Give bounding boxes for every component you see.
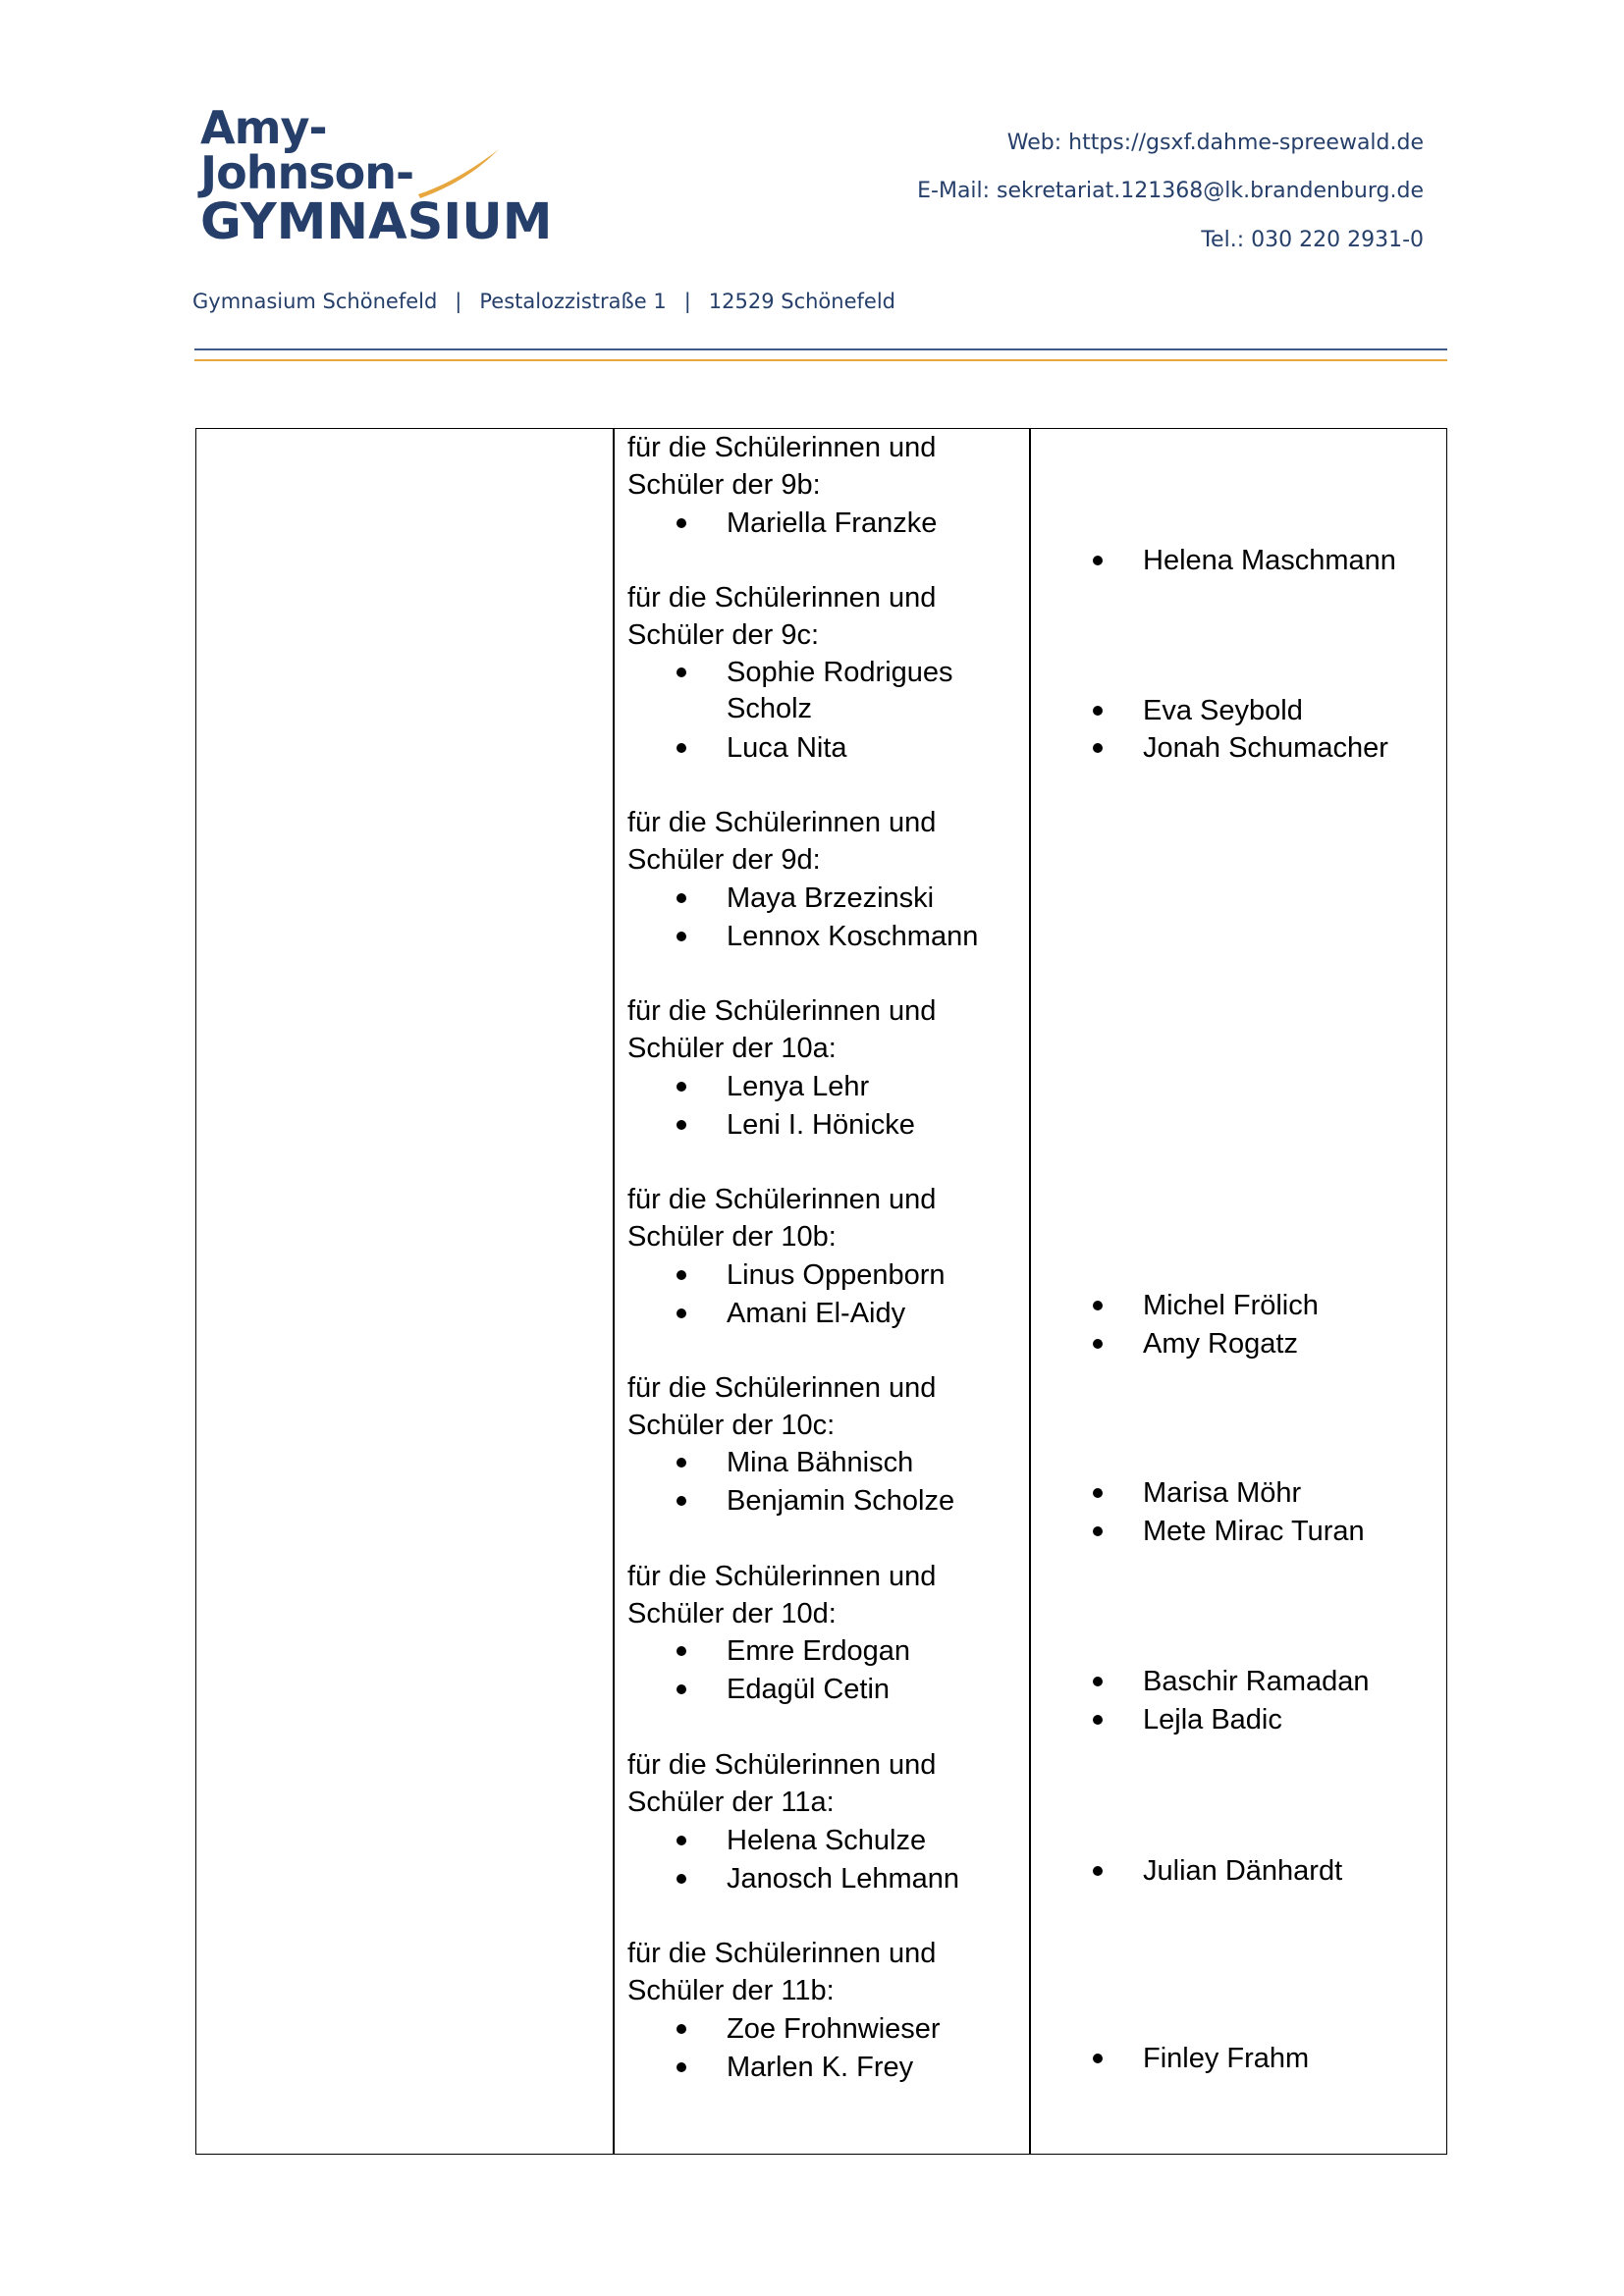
list-item: Emre Erdogan	[727, 1635, 910, 1667]
bullet-icon	[677, 893, 686, 903]
group-heading: Schüler der 9d:	[627, 844, 821, 876]
logo-swoosh-icon	[416, 147, 501, 200]
school-logo	[200, 102, 554, 249]
list-item: Amani El-Aidy	[727, 1298, 906, 1329]
list-item: Mariella Franzke	[727, 507, 938, 539]
bullet-icon	[677, 1082, 686, 1092]
list-item: Leni I. Hönicke	[727, 1109, 915, 1141]
group-heading: Schüler der 11a:	[627, 1787, 835, 1818]
list-item: Mina Bähnisch	[727, 1447, 914, 1478]
list-item: Mete Mirac Turan	[1143, 1516, 1365, 1547]
list-item: Linus Oppenborn	[727, 1259, 946, 1291]
group-heading: für die Schülerinnen und	[627, 807, 937, 838]
list-item: Sophie Rodrigues	[727, 657, 953, 688]
header-divider-orange	[194, 359, 1447, 361]
list-item: Finley Frahm	[1143, 2043, 1310, 2074]
address-school: Gymnasium Schönefeld	[192, 290, 438, 313]
contact-email: E-Mail: sekretariat.121368@lk.brandenburg.de	[917, 179, 1424, 203]
group-heading: für die Schülerinnen und	[627, 1561, 937, 1592]
list-item: Edagül Cetin	[727, 1674, 891, 1705]
group-heading: Schüler der 10c:	[627, 1410, 836, 1441]
bullet-icon	[677, 1684, 686, 1694]
group-heading: Schüler der 10d:	[627, 1598, 837, 1629]
bullet-icon	[677, 1458, 686, 1468]
bullet-icon	[677, 1308, 686, 1318]
bullet-icon	[1093, 1526, 1103, 1536]
list-item: Benjamin Scholze	[727, 1485, 955, 1517]
bullet-icon	[1093, 743, 1103, 753]
column-divider	[1029, 429, 1031, 2154]
list-item: Baschir Ramadan	[1143, 1666, 1370, 1697]
list-item: Janosch Lehmann	[727, 1863, 959, 1895]
list-item: Lenya Lehr	[727, 1071, 870, 1102]
logo-text-line1: Amy-	[200, 101, 327, 154]
bullet-icon	[1093, 1715, 1103, 1725]
address-street: Pestalozzistraße 1	[479, 290, 667, 313]
bullet-icon	[1093, 1301, 1103, 1310]
bullet-icon	[677, 667, 686, 677]
column-divider	[613, 429, 615, 2154]
bullet-icon	[1093, 706, 1103, 716]
bullet-icon	[677, 1496, 686, 1506]
list-item: Lejla Badic	[1143, 1704, 1282, 1735]
list-item: Zoe Frohnwieser	[727, 2013, 941, 2045]
bullet-icon	[677, 1646, 686, 1656]
bullet-icon	[1093, 1339, 1103, 1349]
logo-text-line3: GYMNASIUM	[200, 193, 553, 251]
group-heading: für die Schülerinnen und	[627, 582, 937, 614]
group-heading: Schüler der 10a:	[627, 1033, 837, 1064]
bullet-icon	[677, 2062, 686, 2072]
group-heading: für die Schülerinnen und	[627, 432, 937, 463]
contact-phone: Tel.: 030 220 2931-0	[1201, 228, 1424, 252]
list-item: Marisa Möhr	[1143, 1477, 1302, 1509]
group-heading: für die Schülerinnen und	[627, 1938, 937, 1969]
bullet-icon	[677, 1836, 686, 1845]
bullet-icon	[1093, 1488, 1103, 1498]
list-item: Julian Dänhardt	[1143, 1855, 1343, 1887]
group-heading: Schüler der 9c:	[627, 619, 820, 651]
list-item: Helena Maschmann	[1143, 545, 1396, 576]
bullet-icon	[677, 743, 686, 753]
bullet-icon	[1093, 1866, 1103, 1876]
bullet-icon	[677, 932, 686, 941]
list-item: Amy Rogatz	[1143, 1328, 1298, 1360]
list-item: Eva Seybold	[1143, 695, 1303, 726]
bullet-icon	[677, 1874, 686, 1884]
header-divider-blue	[194, 348, 1447, 350]
bullet-icon	[1093, 1677, 1103, 1686]
list-item: Maya Brzezinski	[727, 882, 935, 914]
bullet-icon	[677, 2024, 686, 2034]
group-heading: für die Schülerinnen und	[627, 1372, 937, 1404]
address-separator: |	[683, 290, 691, 313]
list-item: Helena Schulze	[727, 1825, 927, 1856]
list-item-continued: Scholz	[727, 693, 813, 724]
list-item: Jonah Schumacher	[1143, 732, 1388, 764]
list-item: Marlen K. Frey	[727, 2052, 914, 2083]
group-heading: Schüler der 9b:	[627, 469, 821, 501]
list-item: Michel Frölich	[1143, 1290, 1319, 1321]
logo-text-line2: Johnson-	[200, 146, 414, 199]
contact-web: Web: https://gsxf.dahme-spreewald.de	[1006, 131, 1424, 155]
bullet-icon	[1093, 2054, 1103, 2063]
list-item: Luca Nita	[727, 732, 847, 764]
group-heading: für die Schülerinnen und	[627, 995, 937, 1027]
address-separator: |	[455, 290, 462, 313]
group-heading: für die Schülerinnen und	[627, 1749, 937, 1781]
group-heading: für die Schülerinnen und	[627, 1184, 937, 1215]
group-heading: Schüler der 10b:	[627, 1221, 837, 1253]
bullet-icon	[1093, 556, 1103, 565]
address-city: 12529 Schönefeld	[708, 290, 895, 313]
bullet-icon	[677, 518, 686, 528]
list-item: Lennox Koschmann	[727, 921, 979, 952]
address-line	[192, 288, 895, 315]
bullet-icon	[677, 1120, 686, 1130]
class-representatives-table	[195, 428, 1447, 2155]
group-heading: Schüler der 11b:	[627, 1975, 835, 2006]
bullet-icon	[677, 1270, 686, 1280]
